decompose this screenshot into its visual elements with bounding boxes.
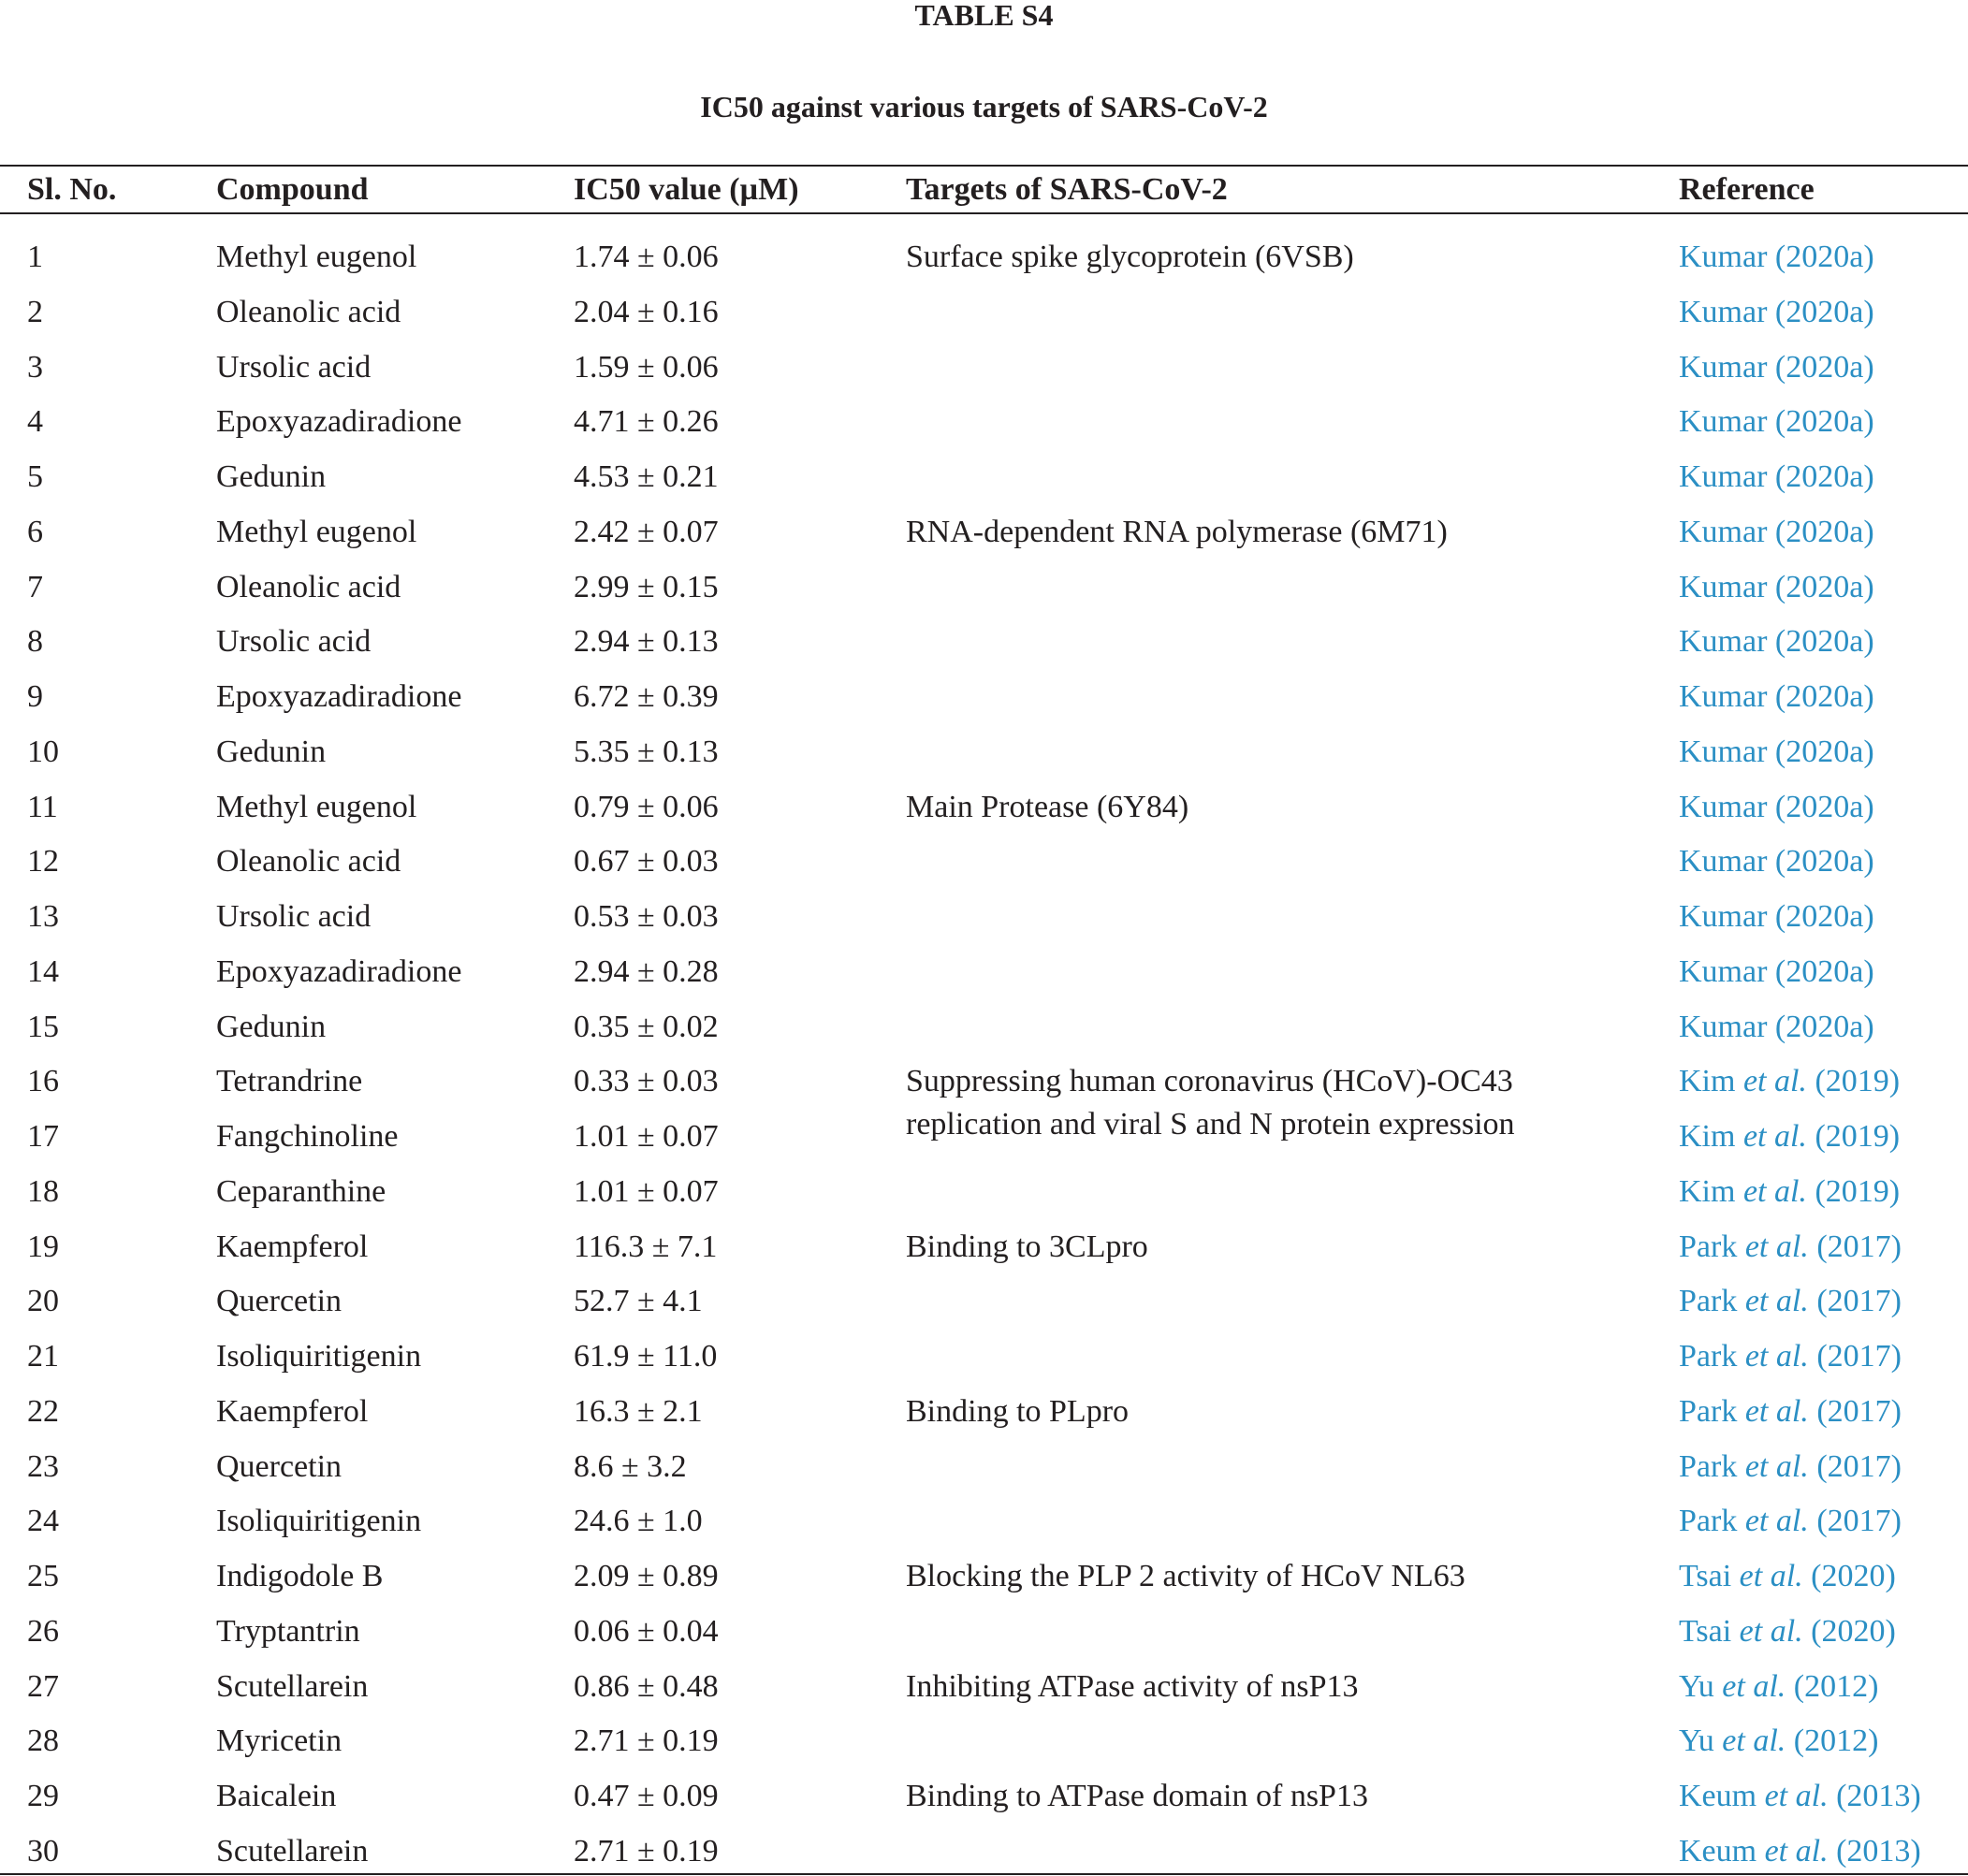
reference-et-al: et al. (1744, 1504, 1809, 1538)
reference-link[interactable] (1679, 1777, 1921, 1816)
reference-year: (2017) (1816, 1339, 1902, 1374)
compound-name: Indigodole B (216, 1559, 384, 1593)
compound-name: Gedunin (216, 734, 327, 769)
compound-name: Myricetin (216, 1723, 343, 1758)
compound-name: Quercetin (216, 1284, 343, 1318)
reference-link[interactable] (1679, 622, 1874, 662)
reference-author: Kim (1679, 1119, 1736, 1154)
reference-link[interactable] (1679, 1447, 1902, 1487)
reference-link[interactable] (1679, 1612, 1896, 1651)
ic50-value: 0.79 ± 0.06 (574, 790, 719, 824)
reference-link[interactable] (1679, 733, 1874, 772)
reference-author: Park (1679, 1449, 1738, 1484)
reference-link[interactable] (1679, 1832, 1921, 1871)
ic50-value: 0.33 ± 0.03 (574, 1064, 719, 1098)
compound-name: Scutellarein (216, 1669, 369, 1704)
reference-et-al: et al. (1742, 1174, 1807, 1209)
reference-link[interactable] (1679, 897, 1874, 937)
reference-author: Park (1679, 1339, 1738, 1374)
reference-year: (2017) (1816, 1504, 1902, 1538)
reference-author: Yu (1679, 1669, 1714, 1704)
row-number: 10 (27, 734, 59, 769)
reference-link[interactable] (1679, 1337, 1902, 1376)
table-top-rule (0, 165, 1968, 167)
ic50-value: 16.3 ± 2.1 (574, 1394, 703, 1429)
ic50-value: 24.6 ± 1.0 (574, 1504, 703, 1538)
ic50-value: 2.42 ± 0.07 (574, 515, 719, 549)
reference-year: (2020a) (1774, 350, 1874, 385)
reference-link[interactable] (1679, 568, 1874, 607)
target-description: Blocking the PLP 2 activity of HCoV NL63 (906, 1559, 1465, 1593)
reference-link[interactable] (1679, 1228, 1902, 1267)
reference-link[interactable] (1679, 788, 1874, 827)
reference-year: (2019) (1815, 1174, 1901, 1209)
reference-et-al: et al. (1744, 1339, 1809, 1374)
reference-year: (2013) (1836, 1834, 1921, 1869)
row-number: 7 (27, 570, 43, 604)
compound-name: Scutellarein (216, 1834, 369, 1869)
table-title: IC50 against various targets of SARS-CoV-2 (700, 90, 1268, 124)
row-number: 18 (27, 1174, 59, 1209)
target-description: Binding to 3CLpro (906, 1229, 1148, 1264)
reference-author: Keum (1679, 1834, 1757, 1869)
reference-et-al: et al. (1744, 1229, 1809, 1264)
reference-link[interactable] (1679, 1117, 1900, 1156)
reference-et-al: et al. (1744, 1394, 1809, 1429)
row-number: 12 (27, 844, 59, 879)
reference-year: (2020) (1811, 1559, 1896, 1593)
reference-author: Kumar (1679, 459, 1768, 494)
row-number: 8 (27, 624, 43, 659)
compound-name: Oleanolic acid (216, 570, 401, 604)
header-ic50: IC50 value (µM) (574, 172, 799, 207)
reference-link[interactable] (1679, 1172, 1900, 1212)
compound-name: Quercetin (216, 1449, 343, 1484)
ic50-value: 2.99 ± 0.15 (574, 570, 719, 604)
row-number: 1 (27, 240, 43, 274)
reference-year: (2020a) (1774, 240, 1874, 274)
reference-author: Kumar (1679, 954, 1768, 989)
compound-name: Epoxyazadiradione (216, 954, 462, 989)
reference-author: Kumar (1679, 350, 1768, 385)
ic50-value: 8.6 ± 3.2 (574, 1449, 687, 1484)
reference-year: (2017) (1816, 1394, 1902, 1429)
row-number: 22 (27, 1394, 59, 1429)
reference-author: Kumar (1679, 790, 1768, 824)
row-number: 20 (27, 1284, 59, 1318)
reference-year: (2020a) (1774, 844, 1874, 879)
reference-year: (2020a) (1774, 734, 1874, 769)
reference-author: Kumar (1679, 404, 1768, 439)
compound-name: Isoliquiritigenin (216, 1504, 422, 1538)
ic50-value: 0.35 ± 0.02 (574, 1010, 719, 1044)
row-number: 14 (27, 954, 59, 989)
compound-name: Baicalein (216, 1779, 337, 1813)
reference-year: (2020) (1811, 1614, 1896, 1649)
reference-year: (2020a) (1774, 1010, 1874, 1044)
row-number: 6 (27, 515, 43, 549)
reference-author: Kumar (1679, 679, 1768, 714)
header-rule (0, 212, 1968, 214)
reference-et-al: et al. (1764, 1779, 1829, 1813)
reference-year: (2012) (1793, 1669, 1879, 1704)
ic50-value: 0.53 ± 0.03 (574, 899, 719, 934)
reference-link[interactable] (1679, 677, 1874, 717)
row-number: 25 (27, 1559, 59, 1593)
ic50-value: 4.71 ± 0.26 (574, 404, 719, 439)
target-description: RNA-dependent RNA polymerase (6M71) (906, 515, 1448, 549)
ic50-value: 5.35 ± 0.13 (574, 734, 719, 769)
reference-link[interactable] (1679, 953, 1874, 992)
compound-name: Gedunin (216, 1010, 327, 1044)
reference-link[interactable] (1679, 1502, 1902, 1541)
row-number: 19 (27, 1229, 59, 1264)
ic50-value: 2.09 ± 0.89 (574, 1559, 719, 1593)
row-number: 29 (27, 1779, 59, 1813)
row-number: 30 (27, 1834, 59, 1869)
reference-year: (2020a) (1774, 570, 1874, 604)
ic50-value: 1.59 ± 0.06 (574, 350, 719, 385)
compound-name: Oleanolic acid (216, 295, 401, 329)
ic50-value: 4.53 ± 0.21 (574, 459, 719, 494)
reference-author: Yu (1679, 1723, 1714, 1758)
reference-link[interactable] (1679, 458, 1874, 497)
compound-name: Isoliquiritigenin (216, 1339, 422, 1374)
reference-author: Park (1679, 1229, 1738, 1264)
row-number: 23 (27, 1449, 59, 1484)
ic50-value: 116.3 ± 7.1 (574, 1229, 718, 1264)
reference-author: Kumar (1679, 1010, 1768, 1044)
compound-name: Tryptantrin (216, 1614, 360, 1649)
reference-link[interactable] (1679, 1557, 1896, 1596)
row-number: 11 (27, 790, 58, 824)
reference-link[interactable] (1679, 513, 1874, 552)
reference-year: (2020a) (1774, 899, 1874, 934)
row-number: 13 (27, 899, 59, 934)
reference-et-al: et al. (1744, 1284, 1809, 1318)
header-reference: Reference (1679, 172, 1815, 207)
reference-link[interactable] (1679, 1667, 1878, 1707)
compound-name: Kaempferol (216, 1394, 369, 1429)
compound-name: Methyl eugenol (216, 515, 417, 549)
reference-author: Kumar (1679, 515, 1768, 549)
reference-year: (2013) (1836, 1779, 1921, 1813)
reference-et-al: et al. (1722, 1669, 1786, 1704)
reference-author: Tsai (1679, 1614, 1732, 1649)
compound-name: Tetrandrine (216, 1064, 363, 1098)
reference-year: (2020a) (1774, 954, 1874, 989)
ic50-value: 0.06 ± 0.04 (574, 1614, 719, 1649)
reference-link[interactable] (1679, 238, 1874, 277)
reference-year: (2019) (1815, 1064, 1901, 1098)
reference-year: (2017) (1816, 1449, 1902, 1484)
row-number: 27 (27, 1669, 59, 1704)
reference-et-al: et al. (1742, 1064, 1807, 1098)
reference-link[interactable] (1679, 842, 1874, 881)
reference-link[interactable] (1679, 1008, 1874, 1047)
compound-name: Ursolic acid (216, 350, 372, 385)
reference-author: Kim (1679, 1064, 1736, 1098)
ic50-value: 2.94 ± 0.28 (574, 954, 719, 989)
target-description: Binding to PLpro (906, 1394, 1130, 1429)
reference-year: (2020a) (1774, 295, 1874, 329)
compound-name: Ursolic acid (216, 899, 372, 934)
reference-link[interactable] (1679, 293, 1874, 332)
ic50-value: 2.71 ± 0.19 (574, 1834, 719, 1869)
compound-name: Methyl eugenol (216, 240, 417, 274)
reference-year: (2017) (1816, 1229, 1902, 1264)
target-description: Inhibiting ATPase activity of nsP13 (906, 1669, 1359, 1704)
reference-author: Park (1679, 1284, 1738, 1318)
ic50-value: 61.9 ± 11.0 (574, 1339, 718, 1374)
row-number: 24 (27, 1504, 59, 1538)
reference-year: (2020a) (1774, 790, 1874, 824)
target-description: Main Protease (6Y84) (906, 790, 1189, 824)
compound-name: Ceparanthine (216, 1174, 386, 1209)
compound-name: Methyl eugenol (216, 790, 417, 824)
reference-year: (2019) (1815, 1119, 1901, 1154)
reference-year: (2020a) (1774, 679, 1874, 714)
reference-author: Kumar (1679, 295, 1768, 329)
reference-author: Kumar (1679, 570, 1768, 604)
reference-et-al: et al. (1722, 1723, 1786, 1758)
reference-author: Park (1679, 1504, 1738, 1538)
reference-et-al: et al. (1742, 1119, 1807, 1154)
ic50-value: 6.72 ± 0.39 (574, 679, 719, 714)
compound-name: Oleanolic acid (216, 844, 401, 879)
ic50-value: 1.74 ± 0.06 (574, 240, 719, 274)
row-number: 28 (27, 1723, 59, 1758)
table-label: TABLE S4 (914, 0, 1054, 32)
reference-author: Kim (1679, 1174, 1736, 1209)
ic50-value: 2.71 ± 0.19 (574, 1723, 719, 1758)
row-number: 5 (27, 459, 43, 494)
row-number: 15 (27, 1010, 59, 1044)
compound-name: Ursolic acid (216, 624, 372, 659)
compound-name: Fangchinoline (216, 1119, 399, 1154)
row-number: 9 (27, 679, 43, 714)
reference-et-al: et al. (1739, 1614, 1803, 1649)
row-number: 26 (27, 1614, 59, 1649)
ic50-value: 0.47 ± 0.09 (574, 1779, 719, 1813)
reference-link[interactable] (1679, 402, 1874, 442)
row-number: 3 (27, 350, 43, 385)
reference-year: (2020a) (1774, 459, 1874, 494)
target-description: Binding to ATPase domain of nsP13 (906, 1779, 1368, 1813)
header-compound: Compound (216, 172, 369, 207)
compound-name: Epoxyazadiradione (216, 404, 462, 439)
header-targets: Targets of SARS-CoV-2 (906, 172, 1228, 207)
reference-link[interactable] (1679, 1722, 1878, 1761)
reference-et-al: et al. (1739, 1559, 1803, 1593)
reference-link[interactable] (1679, 1392, 1902, 1432)
reference-author: Park (1679, 1394, 1738, 1429)
compound-name: Epoxyazadiradione (216, 679, 462, 714)
reference-author: Kumar (1679, 899, 1768, 934)
reference-et-al: et al. (1744, 1449, 1809, 1484)
row-number: 16 (27, 1064, 59, 1098)
row-number: 17 (27, 1119, 59, 1154)
reference-link[interactable] (1679, 1282, 1902, 1321)
reference-year: (2020a) (1774, 624, 1874, 659)
reference-year: (2012) (1793, 1723, 1879, 1758)
reference-year: (2020a) (1774, 404, 1874, 439)
reference-year: (2017) (1816, 1284, 1902, 1318)
ic50-value: 0.86 ± 0.48 (574, 1669, 719, 1704)
ic50-value: 2.04 ± 0.16 (574, 295, 719, 329)
row-number: 2 (27, 295, 43, 329)
row-number: 4 (27, 404, 43, 439)
compound-name: Gedunin (216, 459, 327, 494)
ic50-value: 1.01 ± 0.07 (574, 1174, 719, 1209)
reference-link[interactable] (1679, 348, 1874, 387)
table-bottom-rule (0, 1873, 1968, 1875)
reference-year: (2020a) (1774, 515, 1874, 549)
reference-author: Kumar (1679, 844, 1768, 879)
target-description: Suppressing human coronavirus (HCoV)-OC43 replication and viral S and N protein expression (906, 1064, 1515, 1142)
reference-author: Tsai (1679, 1559, 1732, 1593)
reference-author: Kumar (1679, 240, 1768, 274)
reference-link[interactable] (1679, 1062, 1900, 1101)
header-sl-no: Sl. No. (27, 172, 117, 207)
reference-author: Kumar (1679, 624, 1768, 659)
compound-name: Kaempferol (216, 1229, 369, 1264)
ic50-value: 2.94 ± 0.13 (574, 624, 719, 659)
reference-author: Kumar (1679, 734, 1768, 769)
reference-et-al: et al. (1764, 1834, 1829, 1869)
ic50-value: 0.67 ± 0.03 (574, 844, 719, 879)
row-number: 21 (27, 1339, 59, 1374)
ic50-value: 1.01 ± 0.07 (574, 1119, 719, 1154)
ic50-value: 52.7 ± 4.1 (574, 1284, 703, 1318)
target-description: Surface spike glycoprotein (6VSB) (906, 240, 1354, 274)
reference-author: Keum (1679, 1779, 1757, 1813)
